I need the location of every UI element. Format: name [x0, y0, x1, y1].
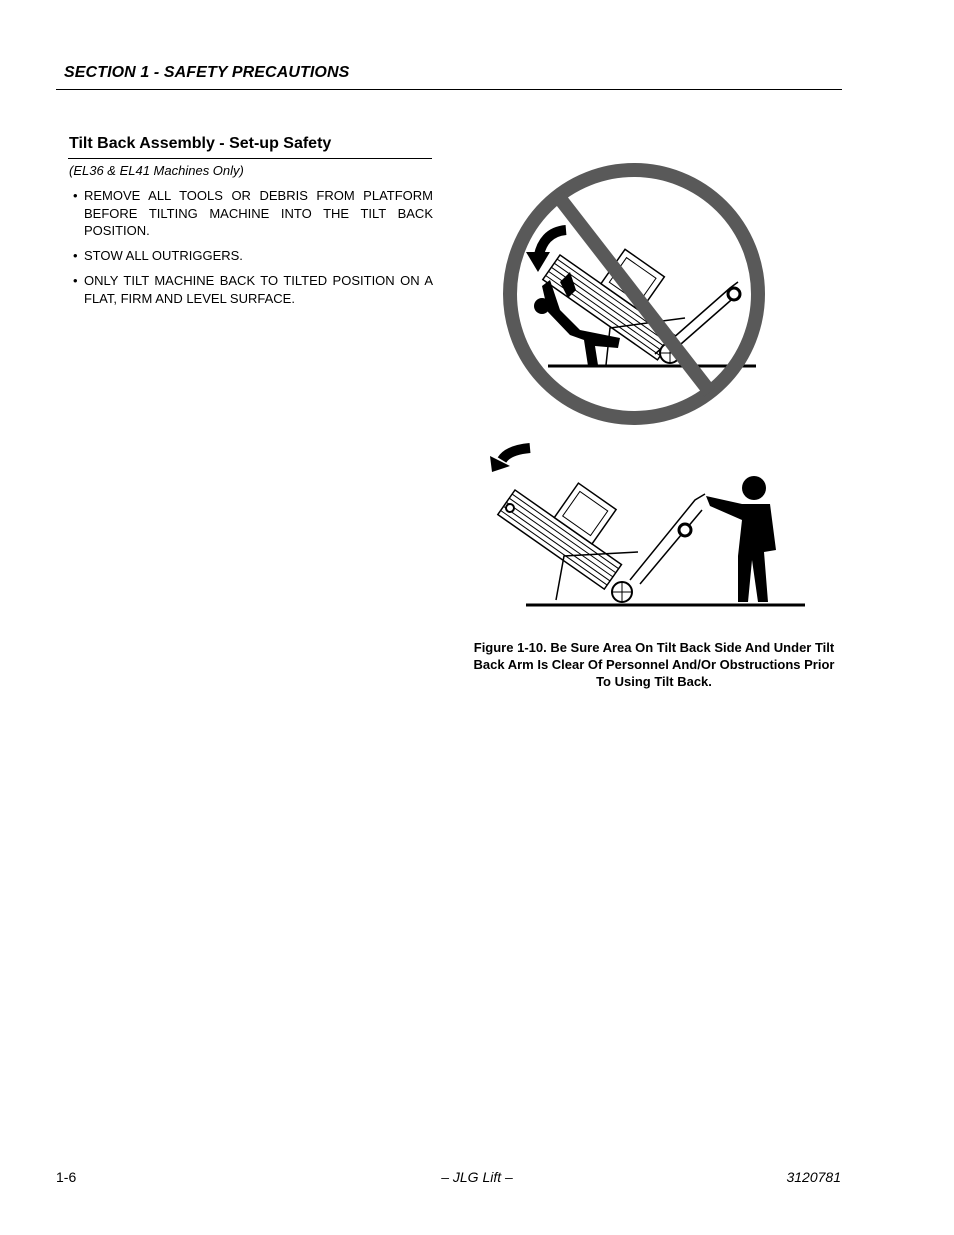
- tilt-back-illustration: [480, 160, 820, 620]
- page-number: 1-6: [56, 1169, 77, 1185]
- safety-bullet-list: [73, 187, 433, 315]
- machines-note: (EL36 & EL41 Machines Only): [69, 163, 244, 178]
- bullet-item: • ONLY TILT MACHINE BACK TO TILTED POSITION ON A FLAT, FIRM AND LEVEL SURFACE.: [73, 273, 433, 306]
- bullet-item: • REMOVE ALL TOOLS OR DEBRIS FROM PLATFORM BEFORE TILTING MACHINE INTO THE TILT BACK POSITION.: [73, 188, 433, 238]
- footer-brand: – JLG Lift –: [441, 1169, 513, 1185]
- bullet-icon: •: [73, 273, 78, 288]
- section-header: SECTION 1 - SAFETY PRECAUTIONS: [64, 64, 350, 81]
- figure-caption: Figure 1-10. Be Sure Area On Tilt Back Side And Under Tilt Back Arm Is Clear Of Personnel And/Or Obstructions Prior To Using Tilt Back.: [473, 640, 835, 689]
- header-rule: [56, 89, 842, 90]
- bullet-icon: •: [73, 188, 78, 203]
- prohibited-scene: [510, 170, 758, 418]
- correct-scene: [490, 448, 805, 605]
- bullet-icon: •: [73, 248, 78, 263]
- bullet-item: • STOW ALL OUTRIGGERS.: [73, 248, 243, 263]
- document-number: 3120781: [786, 1169, 841, 1185]
- section-heading: Tilt Back Assembly - Set-up Safety: [69, 135, 332, 152]
- heading-rule: [68, 158, 432, 159]
